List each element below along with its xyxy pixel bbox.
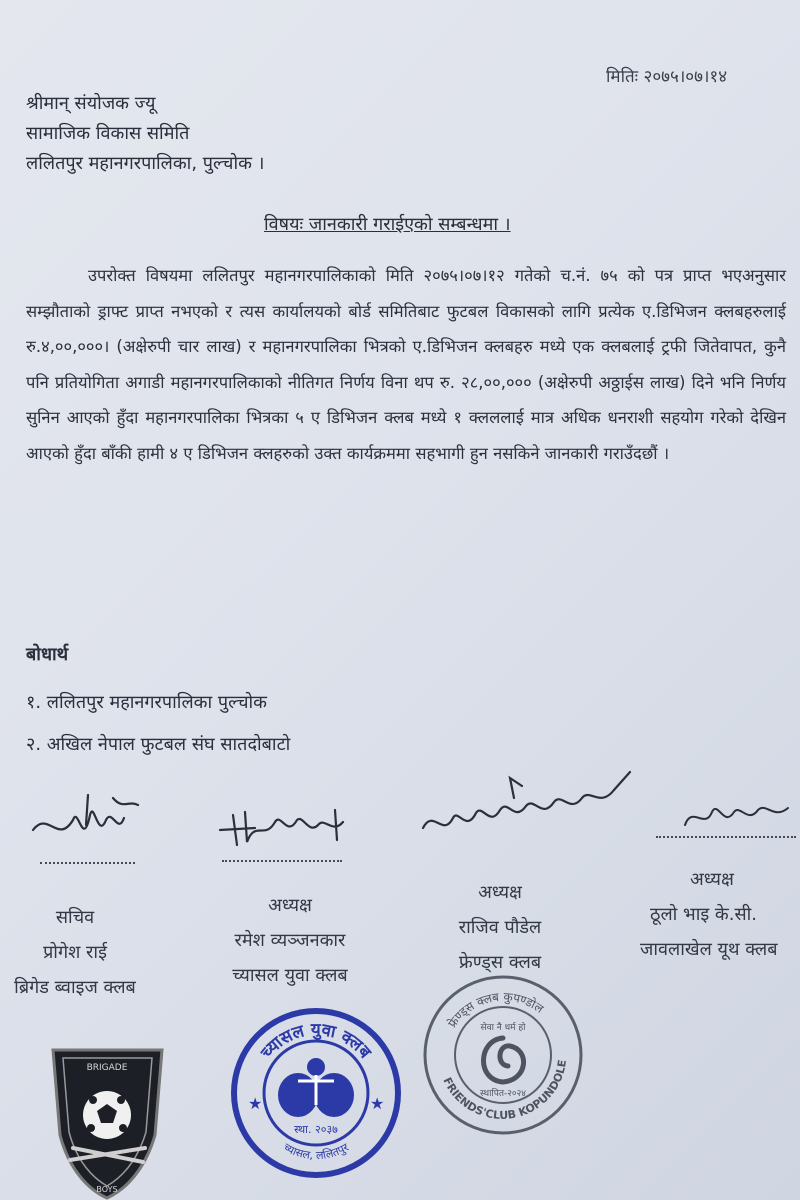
signatory-title: सचिव — [55, 907, 95, 928]
stamp-year: स्था. २०३७ — [294, 1123, 338, 1136]
friends-club-seal — [418, 970, 588, 1140]
signatory-4 — [640, 862, 800, 967]
signatory-title: अध्यक्ष — [690, 869, 734, 890]
signatory-club: फ्रेण्ड्स क्लब — [458, 952, 542, 973]
signatory-name: प्रोगेश राई — [43, 942, 107, 963]
emblem-top-text: BRIGADE — [86, 1063, 128, 1073]
cc-title: बोधार्थ — [26, 644, 69, 665]
signatory-1 — [0, 900, 150, 1005]
signatory-title: अध्यक्ष — [478, 882, 522, 903]
signatory-club: च्यासल युवा क्लब — [232, 965, 348, 986]
stamp-top-text: च्यासल युवा क्लब — [257, 1019, 375, 1063]
seal-year: स्थापित-२०२४ — [480, 1089, 526, 1099]
cc-item-2: २. अखिल नेपाल फुटबल संघ सातदोबाटो — [26, 734, 291, 755]
signature-line-2 — [222, 860, 342, 862]
signatory-club: ब्रिगेड ब्वाइज क्लब — [14, 977, 136, 998]
recipient-line-2: सामाजिक विकास समिति — [26, 123, 190, 144]
signature-line-4 — [656, 836, 796, 838]
signature-2 — [215, 800, 360, 860]
signature-4 — [680, 790, 795, 840]
letter-date: मितिः २०७५।०७।१४ — [606, 67, 728, 87]
letter-body: उपरोक्त विषयमा ललितपुर महानगरपालिकाको मिति २०७५।०७।१२ गतेको च.नं. ७५ को पत्र प्राप्त भएअनुसार सम्झौताको ड्राफ्ट प्राप्त नभएको र त्यस कार्यालयको बोर्ड समितिबाट फुटबल विकासको लागि प्रत्येक ए.डिभिजन क्लबहरुलाई रु.४,००,०००। (अक्षेरुपी चार लाख) र महानगरपालिका भित्रको ए.डिभिजन क्लबहरु मध्ये एक क्लबलाई ट्रफी जितेवापत, कुनै पनि प्रतियोगिता अगाडी महानगरपालिकाको नीतिगत निर्णय विना थप रु. २८,००,००० (अक्षेरुपी अठ्ठाईस लाख) दिने भनि निर्णय सुनिन आएको हुँदा महानगरपालिका भित्रका ५ ए डिभिजन क्लब मध्ये १ क्लललाई मात्र अधिक धनराशी सहयोग गरेको देखिन आएको हुँदा बाँकी हामी ४ ए डिभिजन क्लहरुको उक्त कार्यक्रममा सहभागी हुन नसकिने जानकारी गराउँदछौं । — [26, 266, 786, 463]
star-icon: ★ — [370, 1094, 385, 1113]
letter-subject: विषयः जानकारी गराईएको सम्बन्धमा । — [264, 214, 511, 235]
seal-top-text: फ्रेण्ड्स क्लब कुपण्डोल — [445, 989, 547, 1031]
recipient-line-3: ललितपुर महानगरपालिका, पुल्चोक । — [26, 153, 265, 174]
cc-item-1: १. ललितपुर महानगरपालिका पुल्चोक — [26, 692, 268, 713]
brigade-club-emblem — [45, 1040, 170, 1200]
signature-3 — [418, 768, 638, 848]
emblem-bottom-text: BOYS — [96, 1185, 118, 1194]
recipient-line-1: श्रीमान् संयोजक ज्यू — [26, 93, 156, 114]
signatory-name: ठूलो भाइ के.सी. — [650, 904, 758, 925]
stamp-bottom-text: च्यासल, ललितपुर — [281, 1140, 351, 1163]
signature-line-1 — [40, 862, 135, 864]
signatory-club: जावलाखेल यूथ क्लब — [640, 939, 778, 960]
chyasal-club-stamp — [228, 1005, 403, 1180]
signatory-title: अध्यक्ष — [268, 895, 312, 916]
seal-motto: सेवा नै धर्म हो — [480, 1023, 526, 1033]
signatory-2 — [200, 888, 380, 993]
seal-bottom-text: FRIENDS'CLUB KOPUNDOLE — [440, 1058, 570, 1122]
signatory-name: रमेश व्यञ्जनकार — [234, 930, 346, 951]
star-icon: ★ — [248, 1094, 263, 1113]
signatory-3 — [415, 875, 585, 980]
signatory-name: राजिव पौडेल — [458, 917, 542, 938]
signature-1 — [28, 790, 148, 860]
